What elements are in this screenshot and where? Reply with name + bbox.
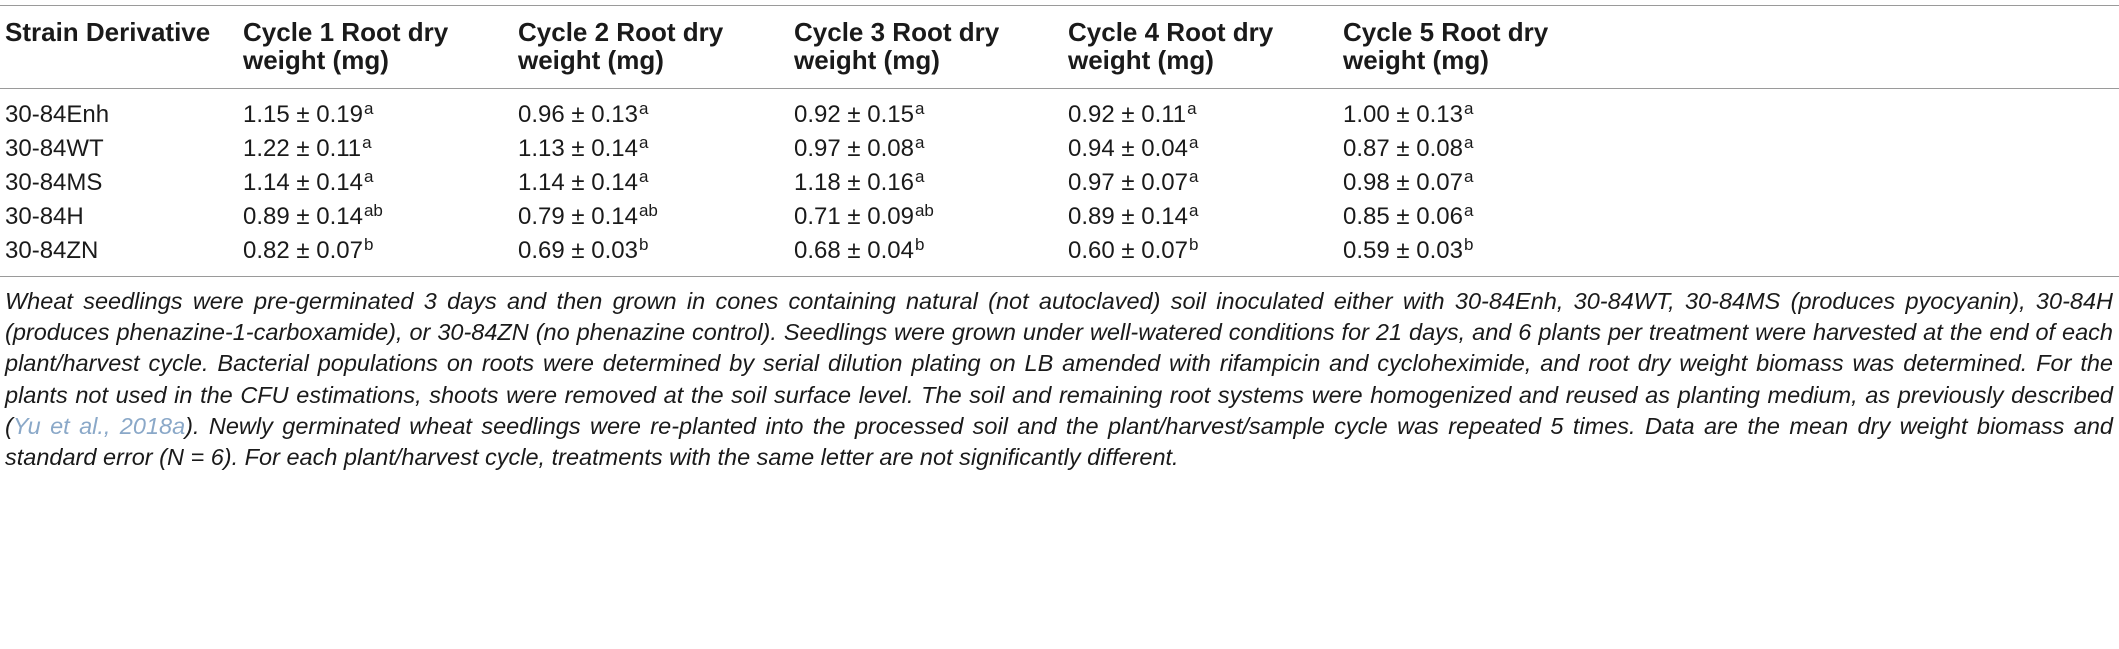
header-cycle-3: Cycle 3 Root dry weight (mg)	[794, 17, 1000, 75]
table-row	[0, 88, 2119, 131]
significance-letter: a	[914, 99, 925, 118]
significance-letter: b	[914, 235, 925, 254]
significance-letter: a	[638, 99, 649, 118]
significance-letter: a	[363, 99, 374, 118]
weight-cell-cycle-3	[794, 131, 1068, 165]
weight-cell-cycle-1	[243, 88, 518, 131]
weight-cell-cycle-2	[518, 165, 794, 199]
weight-value: 0.89 ± 0.14	[243, 203, 363, 230]
table-row	[0, 165, 2119, 199]
weight-value: 1.18 ± 0.16	[794, 169, 914, 196]
significance-letter: a	[363, 167, 374, 186]
table-row	[0, 233, 2119, 267]
weight-value: 1.14 ± 0.14	[518, 169, 638, 196]
significance-letter: a	[1188, 133, 1199, 152]
significance-letter: a	[362, 133, 372, 152]
significance-letter: a	[1187, 99, 1197, 118]
weight-value: 0.85 ± 0.06	[1343, 203, 1463, 230]
table-row	[0, 199, 2119, 233]
weight-cell-cycle-3	[794, 199, 1068, 233]
weight-cell-cycle-4	[1068, 165, 1343, 199]
weight-value: 0.89 ± 0.14	[1068, 203, 1188, 230]
weight-value: 0.87 ± 0.08	[1343, 135, 1463, 162]
weight-value: 0.59 ± 0.03	[1343, 237, 1463, 264]
header-cycle-4: Cycle 4 Root dry weight (mg)	[1068, 17, 1274, 75]
strain-cell: 30-84WT	[5, 135, 104, 162]
strain-cell: 30-84H	[5, 203, 84, 230]
weight-cell-cycle-3	[794, 165, 1068, 199]
weight-value: 0.79 ± 0.14	[518, 203, 638, 230]
strain-cell: 30-84Enh	[5, 101, 110, 128]
significance-letter: a	[1188, 201, 1199, 220]
caption-text-after: ). Newly germinated wheat seedlings were re-planted into the processed soil and the plant/harvest/sample cycle was repeated 5 times. Data are the mean dry weight biomass and standard error (N = 6). For each plant/harvest cycle, treatments with the same letter are not significantly different.	[5, 412, 2113, 471]
significance-letter: ab	[914, 201, 934, 220]
weight-value: 0.97 ± 0.07	[1068, 169, 1188, 196]
table-body	[0, 88, 2119, 267]
weight-cell-cycle-4	[1068, 131, 1343, 165]
weight-cell-cycle-2	[518, 233, 794, 267]
table-caption	[5, 286, 2113, 473]
weight-value: 1.14 ± 0.14	[243, 169, 363, 196]
header-cycle-1: Cycle 1 Root dry weight (mg)	[243, 17, 449, 75]
weight-value: 0.96 ± 0.13	[518, 101, 638, 128]
significance-letter: a	[1463, 201, 1474, 220]
weight-cell-cycle-2	[518, 131, 794, 165]
weight-value: 0.68 ± 0.04	[794, 237, 914, 264]
weight-value: 1.15 ± 0.19	[243, 101, 363, 128]
weight-cell-cycle-5	[1343, 88, 2119, 131]
weight-value: 0.92 ± 0.11	[1068, 101, 1187, 128]
weight-cell-cycle-1	[243, 165, 518, 199]
weight-value: 1.13 ± 0.14	[518, 135, 638, 162]
weight-cell-cycle-1	[243, 199, 518, 233]
weight-value: 1.00 ± 0.13	[1343, 101, 1463, 128]
weight-value: 0.92 ± 0.15	[794, 101, 914, 128]
citation-link[interactable]: Yu et al., 2018a	[12, 412, 186, 439]
weight-value: 0.98 ± 0.07	[1343, 169, 1463, 196]
weight-cell-cycle-3	[794, 233, 1068, 267]
weight-value: 0.94 ± 0.04	[1068, 135, 1188, 162]
weight-cell-cycle-4	[1068, 233, 1343, 267]
significance-letter: b	[638, 235, 649, 254]
significance-letter: b	[1188, 235, 1199, 254]
strain-cell: 30-84MS	[5, 169, 103, 196]
table-bottom-rule	[0, 276, 2119, 277]
significance-letter: a	[914, 167, 925, 186]
header-strain: Strain Derivative	[5, 17, 211, 47]
header-cycle-5: Cycle 5 Root dry weight (mg)	[1343, 17, 1549, 75]
data-table	[0, 6, 2119, 267]
table-row	[0, 131, 2119, 165]
significance-letter: ab	[638, 201, 658, 220]
weight-value: 0.60 ± 0.07	[1068, 237, 1188, 264]
weight-cell-cycle-2	[518, 199, 794, 233]
significance-letter: a	[1463, 167, 1474, 186]
weight-value: 0.69 ± 0.03	[518, 237, 638, 264]
significance-letter: a	[638, 133, 649, 152]
weight-cell-cycle-5	[1343, 233, 2119, 267]
significance-letter: a	[638, 167, 649, 186]
weight-value: 1.22 ± 0.11	[243, 135, 362, 162]
significance-letter: a	[914, 133, 925, 152]
header-row	[0, 6, 2119, 88]
significance-letter: b	[1463, 235, 1474, 254]
strain-cell: 30-84ZN	[5, 237, 99, 264]
significance-letter: a	[1188, 167, 1199, 186]
weight-cell-cycle-4	[1068, 199, 1343, 233]
header-cycle-2: Cycle 2 Root dry weight (mg)	[518, 17, 724, 75]
weight-cell-cycle-2	[518, 88, 794, 131]
weight-cell-cycle-1	[243, 131, 518, 165]
significance-letter: ab	[363, 201, 383, 220]
weight-cell-cycle-1	[243, 233, 518, 267]
weight-value: 0.82 ± 0.07	[243, 237, 363, 264]
weight-cell-cycle-5	[1343, 131, 2119, 165]
caption-text-before: Wheat seedlings were pre-germinated 3 days and then grown in cones containing natural (not autoclaved) soil inoculated either with 30-84Enh, 30-84WT, 30-84MS (produces pyocyanin), 30-84H (produces phenazine-1-carboxamide), or 30-84ZN (no phenazine control). Seedlings were grown under well-watered conditions for 21 days, and 6 plants per treatment were harvested at the end of each plant/harvest cycle. Bacterial populations on roots were determined by serial dilution plating on LB amended with rifampicin and cycloheximide, and root dry weight biomass was determined. For the plants not used in the CFU estimations, shoots were removed at the soil surface level. The soil and remaining root systems were homogenized and reused as planting medium, as previously described (	[5, 288, 2113, 439]
significance-letter: b	[363, 235, 374, 254]
weight-cell-cycle-4	[1068, 88, 1343, 131]
weight-cell-cycle-3	[794, 88, 1068, 131]
significance-letter: a	[1463, 133, 1474, 152]
weight-cell-cycle-5	[1343, 165, 2119, 199]
weight-cell-cycle-5	[1343, 199, 2119, 233]
weight-value: 0.71 ± 0.09	[794, 203, 914, 230]
significance-letter: a	[1463, 99, 1474, 118]
weight-value: 0.97 ± 0.08	[794, 135, 914, 162]
